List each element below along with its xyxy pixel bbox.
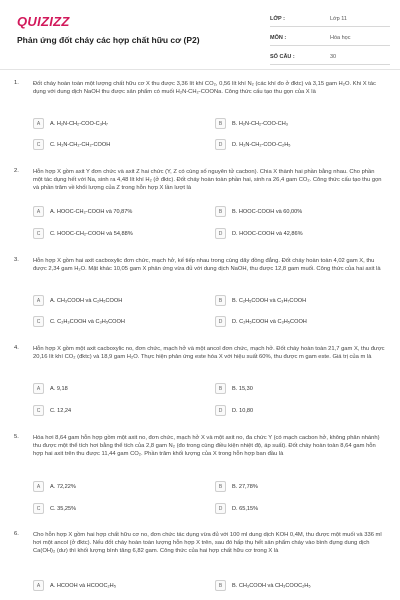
option-text: C. H₂N-CH₂-CH₂-COOH [50, 141, 111, 148]
meta-class-label: LỚP : [270, 16, 285, 22]
meta-subject-row [270, 31, 390, 46]
meta-count-row [270, 50, 390, 65]
option-text: B. H₂N-CH₂-COO-CH₃ [232, 120, 289, 127]
option-letter-box: B [215, 118, 226, 129]
option-a[interactable] [33, 382, 203, 395]
question-number: 4. [14, 345, 19, 351]
option-text: B. C₂H₅COOH và C₃H₇COOH [232, 297, 307, 304]
option-b[interactable] [215, 579, 385, 592]
question-number: 2. [14, 168, 19, 174]
question-number: 6. [14, 531, 19, 537]
option-text: D. 65,15% [232, 505, 259, 512]
option-d[interactable] [215, 227, 385, 240]
option-b[interactable] [215, 205, 385, 218]
option-c[interactable] [33, 404, 203, 417]
header-divider [0, 69, 400, 70]
option-text: C. 35,25% [50, 505, 77, 512]
option-text: A. 9,18 [50, 385, 68, 392]
question-text: Hỗn hợp X gồm axit Y đơn chức và axit Z hai chức (Y, Z có cùng số nguyên tử cacbon). Chia X thành hai phần bằng nhau. Cho phần một tác dụng hết với Na, sinh ra 4,48 lít khí H₂ (ở đktc). Đốt cháy hoàn toàn phần hai, sinh ra 26,4 gam CO₂. Công thức cấu tạo thu gọn và phần trăm về khối lượng của Z trong hỗn hợp X lần lượt là [33, 169, 382, 192]
option-b[interactable] [215, 117, 385, 130]
option-letter-box: D [215, 316, 226, 327]
option-d[interactable] [215, 404, 385, 417]
option-d[interactable] [215, 502, 385, 515]
option-letter-box: A [33, 383, 44, 394]
question-number: 5. [14, 434, 19, 440]
option-text: D. HOOC-COOH và 42,86% [232, 230, 303, 237]
option-c[interactable] [33, 315, 203, 328]
option-text: A. HOOC-CH₂-COOH và 70,87% [50, 208, 133, 215]
meta-class-value: Lớp 11 [330, 16, 347, 22]
option-text: B. HOOC-COOH và 60,00% [232, 208, 303, 215]
option-letter-box: A [33, 206, 44, 217]
option-c[interactable] [33, 227, 203, 240]
worksheet-meta [270, 12, 390, 69]
option-text: A. HCOOH và HCOOC₂H₅ [50, 582, 116, 589]
option-b[interactable] [215, 382, 385, 395]
option-b[interactable] [215, 480, 385, 493]
option-b[interactable] [215, 294, 385, 307]
meta-subject-label: MÔN : [270, 35, 287, 41]
question-text: Cho hỗn hợp X gồm hai hợp chất hữu cơ no, đơn chức tác dụng vừa đủ với 100 ml dung dịch KOH 0,4M, thu được một muối và 336 ml hơi một ancol (ở đktc). Nếu đốt cháy hoàn toàn lượng hỗn hợp X trên, sau đó hấp thụ hết sản phẩm cháy vào bình đựng dung dịch Ca(OH)₂ (dư) thì khối lượng bình tăng 6,82 gam. Công thức của hai hợp chất hữu cơ trong X là [33, 532, 382, 555]
option-text: A. H₂N-CH₂-COO-C₃H₇ [50, 120, 108, 127]
meta-count-value: 30 [330, 54, 337, 60]
question-text: Hỗn hợp X gồm hai axit cacboxylic đơn chức, mạch hở, kế tiếp nhau trong cùng dãy đồng đẳng. Đốt cháy hoàn toàn 4,02 gam X, thu được 2,34 gam H₂O. Mặt khác 10,05 gam X phản ứng vừa đủ với dung dịch NaOH, thu được 12,8 gam muối. Công thức của hai axit là [33, 258, 381, 273]
option-letter-box: C [33, 228, 44, 239]
worksheet-title: Phản ứng đốt cháy các hợp chất hữu cơ (P2) [17, 35, 200, 45]
option-c[interactable] [33, 138, 203, 151]
option-letter-box: A [33, 295, 44, 306]
option-letter-box: D [215, 503, 226, 514]
option-letter-box: C [33, 405, 44, 416]
question-text: Đốt cháy hoàn toàn một lượng chất hữu cơ X thu được 3,36 lít khí CO₂, 0,56 lít khí N₂ (các khí đo ở đktc) và 3,15 gam H₂O. Khi X tác dụng với dung dịch NaOH thu được sản phẩm có muối H₂N-CH₂-COONa. Công thức cấu tạo thu gọn của X là [33, 81, 376, 96]
option-letter-box: B [215, 383, 226, 394]
option-text: D. 10,80 [232, 407, 254, 414]
option-letter-box: B [215, 206, 226, 217]
meta-count-label: SỐ CÂU : [270, 54, 295, 60]
option-text: C. 12,24 [50, 407, 72, 414]
option-letter-box: C [33, 503, 44, 514]
meta-class-row [270, 12, 390, 27]
option-c[interactable] [33, 502, 203, 515]
worksheet-header [0, 0, 400, 66]
question-text: Hỗn hợp X gồm một axit cacboxylic no, đơn chức, mạch hở và một ancol đơn chức, mạch hở. Đốt cháy hoàn toàn 21,7 gam X, thu được 20,16 lít khí CO₂ (đktc) và 18,9 gam H₂O. Thực hiện phản ứng este hóa X với hiệu suất 60%, thu được m gam este. Giá trị của m là [33, 346, 385, 361]
option-letter-box: B [215, 580, 226, 591]
option-text: B. 15,30 [232, 385, 253, 392]
option-text: A. CH₃COOH và C₂H₅COOH [50, 297, 123, 304]
option-text: C. HOOC-CH₂-COOH và 54,88% [50, 230, 133, 237]
option-d[interactable] [215, 315, 385, 328]
option-a[interactable] [33, 117, 203, 130]
question-text: Hóa hơi 8,64 gam hỗn hợp gồm một axit no, đơn chức, mạch hở X và một axit no, đa chức Y (có mạch cacbon hở, không phân nhánh) thu được một thể tích hơi bằng thể tích của 2,8 gam N₂ (đo trong cùng điều kiện nhiệt độ, áp suất). Đốt cháy hoàn toàn 8,64 gam hỗn hợp hai axit trên thu được 11,44 gam CO₂. Phần trăm khối lượng của X trong hỗn hợp ban đầu là [33, 435, 380, 458]
meta-subject-value: Hóa học [330, 35, 351, 41]
option-text: D. H₂N-CH₂-COO-C₂H₅ [232, 141, 291, 148]
option-letter-box: D [215, 139, 226, 150]
option-letter-box: C [33, 316, 44, 327]
option-a[interactable] [33, 205, 203, 218]
option-text: B. CH₃COOH và CH₃COOC₂H₅ [232, 582, 311, 589]
option-d[interactable] [215, 138, 385, 151]
option-letter-box: B [215, 295, 226, 306]
option-letter-box: A [33, 481, 44, 492]
question-number: 1. [14, 80, 19, 86]
option-letter-box: A [33, 580, 44, 591]
option-a[interactable] [33, 579, 203, 592]
quizizz-logo: QUIZIZZ [17, 14, 70, 29]
option-letter-box: C [33, 139, 44, 150]
option-letter-box: A [33, 118, 44, 129]
option-a[interactable] [33, 480, 203, 493]
option-text: D. C₂H₅COOH và C₃H₅COOH [232, 318, 307, 325]
option-text: C. C₂H₃COOH và C₃H₅COOH [50, 318, 125, 325]
option-letter-box: B [215, 481, 226, 492]
option-a[interactable] [33, 294, 203, 307]
option-letter-box: D [215, 228, 226, 239]
option-text: B. 27,78% [232, 483, 258, 490]
question-number: 3. [14, 257, 19, 263]
option-letter-box: D [215, 405, 226, 416]
option-text: A. 72,22% [50, 483, 76, 490]
